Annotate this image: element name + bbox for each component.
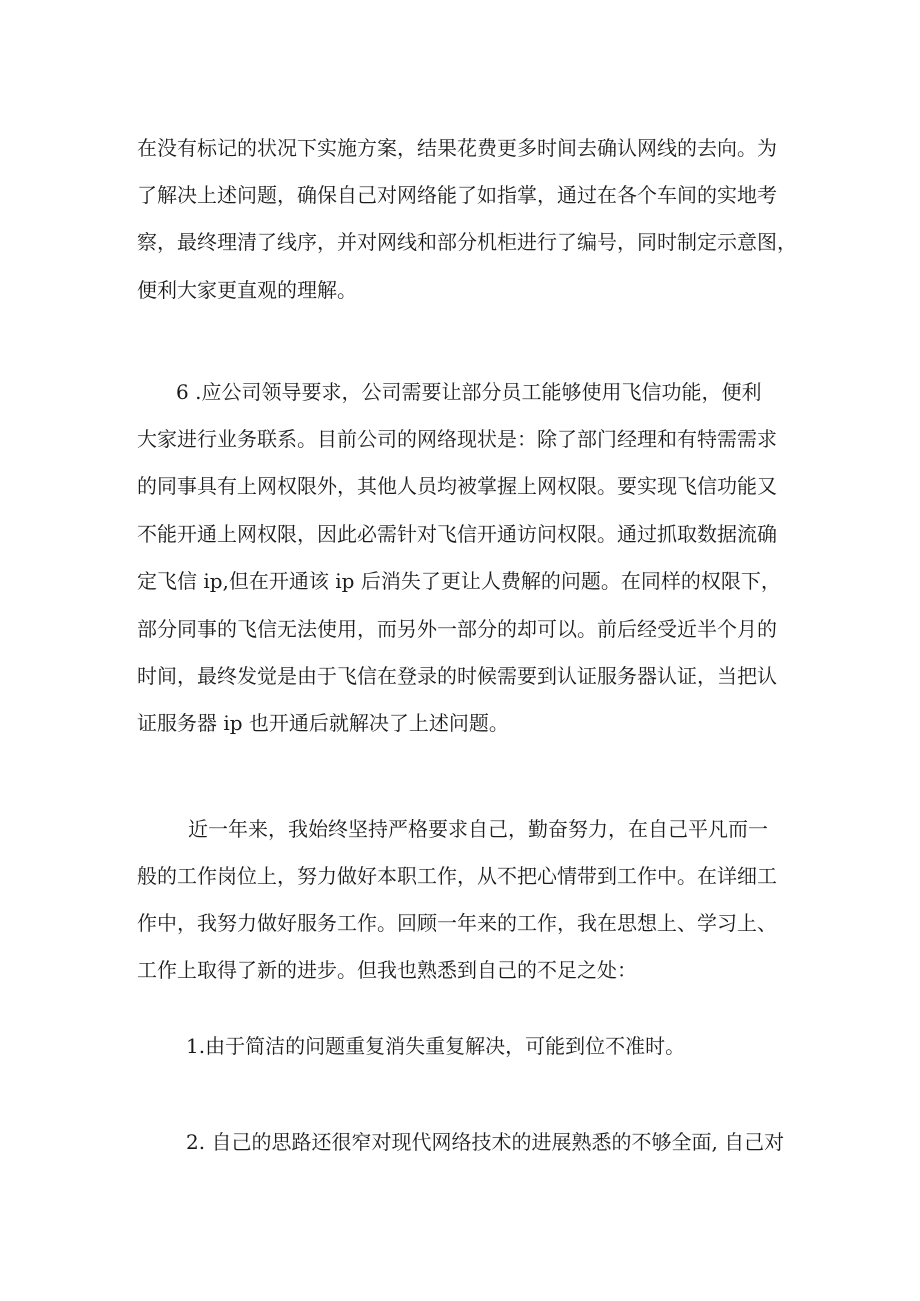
text-line: 6 .应公司领导要求，公司需要让部分员工能够使用飞信功能，便利 — [176, 380, 762, 404]
text-line: 1.由于简洁的问题重复消失重复解决，可能到位不准时。 — [186, 1034, 686, 1058]
text-line: 证服务器 ip 也开通后就解决了上述问题。 — [137, 711, 509, 735]
text-line: 2. 自己的思路还很窄对现代网络技术的进展熟悉的不够全面, 自己对 — [186, 1130, 785, 1154]
text-line: 察，最终理清了线序，并对网线和部分机柜进行了编号，同时制定示意图， — [137, 230, 797, 254]
text-line: 了解决上述问题，确保自己对网络能了如指掌，通过在各个车间的实地考 — [137, 183, 777, 207]
text-line: 作中，我努力做好服务工作。回顾一年来的工作，我在思想上、学习上、 — [137, 911, 777, 935]
text-line: 部分同事的飞信无法使用，而另外一部分的却可以。前后经受近半个月的 — [137, 617, 777, 641]
text-line: 的同事具有上网权限外，其他人员均被掌握上网权限。要实现飞信功能又 — [137, 474, 777, 498]
text-line: 近一年来，我始终坚持严格要求自己，勤奋努力，在自己平凡而一 — [188, 817, 768, 841]
text-line: 便利大家更直观的理解。 — [137, 278, 357, 302]
text-line: 般的工作岗位上，努力做好本职工作，从不把心情带到工作中。在详细工 — [137, 864, 777, 888]
text-line: 时间，最终发觉是由于飞信在登录的时候需要到认证服务器认证，当把认 — [137, 664, 777, 688]
text-line: 定飞信 ip,但在开通该 ip 后消失了更让人费解的问题。在同样的权限下， — [137, 569, 781, 593]
text-line: 不能开通上网权限，因此必需针对飞信开通访问权限。通过抓取数据流确 — [137, 522, 777, 546]
text-line: 在没有标记的状况下实施方案，结果花费更多时间去确认网线的去向。为 — [137, 136, 777, 160]
text-line: 大家进行业务联系。目前公司的网络现状是：除了部门经理和有特需需求 — [137, 427, 777, 451]
text-line: 工作上取得了新的进步。但我也熟悉到自己的不足之处： — [137, 958, 637, 982]
